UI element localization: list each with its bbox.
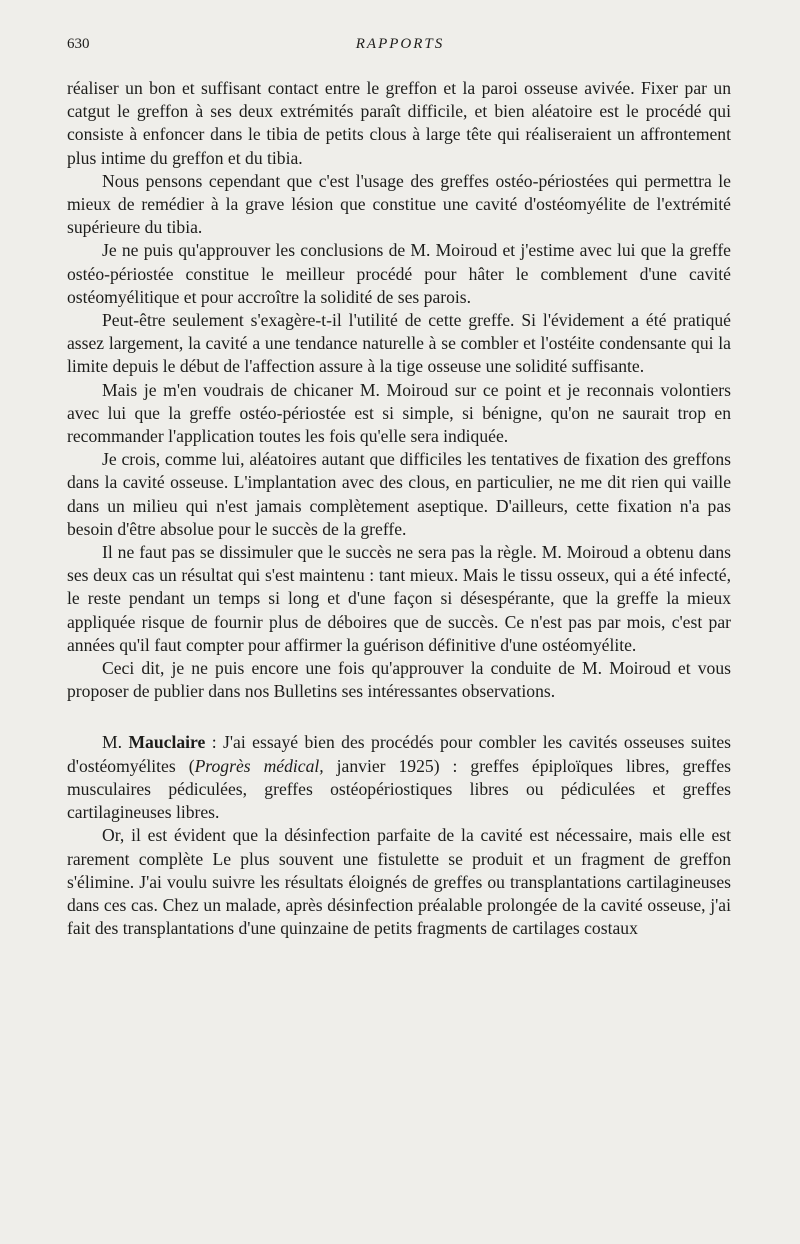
mauclaire-paragraph bbox=[67, 731, 731, 824]
paragraph: Peut-être seulement s'exagère-t-il l'utilité de cette greffe. Si l'évidement a été pratiqué assez largement, la cavité a une tendance naturelle à se combler et l'ostéite condensante qui la limite depuis le début de l'affection assure à la tige osseuse une solidité suffisante. bbox=[67, 310, 731, 377]
running-title: RAPPORTS bbox=[355, 36, 445, 52]
speaker-prefix: M. bbox=[102, 732, 129, 753]
paragraph: Je crois, comme lui, aléatoires autant que difficiles les tentatives de fixation des greffons dans la cavité osseuse. L'implantation avec des clous, en particulier, ne me dit rien qui vaille dans un milieu qui n'est jamais complètement aseptique. D'ailleurs, cette fixation n'a pas besoin d'être absolue pour le succès de la greffe. bbox=[67, 449, 731, 539]
paragraph: Or, il est évident que la désinfection parfaite de la cavité est nécessaire, mais elle est rarement complète Le plus souvent une fistulette se produit et un fragment de greffon s'élimine. J'ai voulu suivre les résultats éloignés de greffes ou transplantations cartilagineuses dans ces cas. Chez un malade, après désinfection préalable prolongée de la cavité osseuse, j'ai fait des transplantations d'une quinzaine de petits fragments de cartilages costaux bbox=[67, 825, 731, 939]
page-header bbox=[67, 36, 733, 58]
text-segment: : J'ai essayé bien des procédés pour combler les cavités osseuses suites d'ostéomyélites ( bbox=[67, 732, 731, 776]
speaker-name: Mauclaire bbox=[128, 732, 206, 753]
paragraph: Ceci dit, je ne puis encore une fois qu'approuver la conduite de M. Moiroud et vous proposer de publier dans nos Bulletins ses intéressantes observations. bbox=[67, 658, 731, 702]
section-gap bbox=[67, 703, 731, 731]
body-text bbox=[67, 77, 731, 940]
paragraph: réaliser un bon et suffisant contact entre le greffon et la paroi osseuse avivée. Fixer par un catgut le greffon à ses deux extrémités paraît difficile, et bien aléatoire est le procédé qui consiste à enfoncer dans le tibia de petits clous à large tête qui réaliseraient un affrontement plus intime du greffon et du tibia. bbox=[67, 78, 731, 168]
paragraph: Mais je m'en voudrais de chicaner M. Moiroud sur ce point et je reconnais volontiers avec lui que la greffe ostéo-périostée est si simple, si bénigne, qu'on ne saurait trop en recommander l'application toutes les fois qu'elle sera indiquée. bbox=[67, 379, 731, 447]
cited-source: Progrès médical, bbox=[194, 755, 324, 776]
page-number: 630 bbox=[67, 36, 90, 52]
text-segment: janvier 1925) : greffes épiploïques libres, greffes musculaires pédiculées, greffes ostéopériostiques libres ou pédiculées et greffes cartilagineuses libres. bbox=[67, 755, 731, 823]
paragraph: Il ne faut pas se dissimuler que le succès ne sera pas la règle. M. Moiroud a obtenu dans ses deux cas un résultat qui s'est maintenu : tant mieux. Mais le tissu osseux, qui a été infecté, le reste pendant un temps si long et d'une façon si désespérante, que la greffe la mieux appliquée risque de fournir plus de déboires que de succès. Ce n'est pas par mois, c'est par années qu'il faut compter pour affirmer la guérison définitive d'une ostéomyélite. bbox=[67, 542, 731, 655]
paragraph: Je ne puis qu'approuver les conclusions de M. Moiroud et j'estime avec lui que la greffe ostéo-périostée constitue le meilleur procédé pour hâter le comblement d'une cavité ostéomyélitique et pour accroître la solidité de ses parois. bbox=[67, 240, 731, 307]
paragraph: Nous pensons cependant que c'est l'usage des greffes ostéo-périostées qui permettra le mieux de remédier à la grave lésion que constitue une cavité d'ostéomyélite de l'extrémité supérieure du tibia. bbox=[67, 170, 731, 238]
